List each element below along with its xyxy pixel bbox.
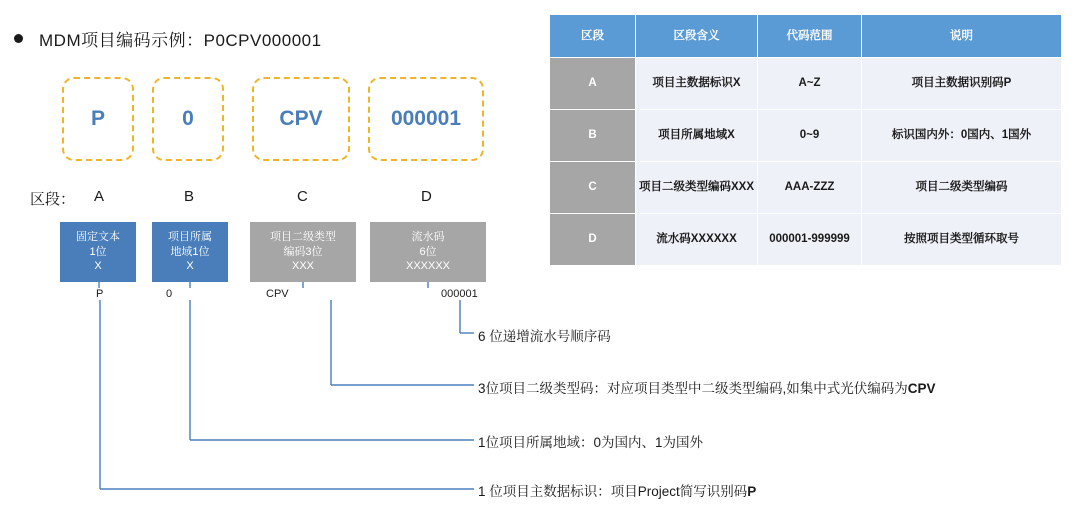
segment-label-d: D [421,188,432,205]
annotation-a-text: 1 位项目主数据标识：项目Project简写识别码 [478,484,748,499]
segment-label-c: C [297,188,308,205]
code-box-c-value: CPV [279,107,323,130]
code-box-b [152,77,224,161]
table-header-segment: 区段 [550,15,636,58]
row-d-meaning: 流水码XXXXXX [636,214,758,266]
row-c-meaning: 项目二级类型编码XXX [636,162,758,214]
definition-box-d-line1: 流水码 [411,230,445,243]
definition-box-b-line3: X [186,260,194,273]
definition-box-d-line3: XXXXXX [405,260,451,273]
annotation-b-text: 1位项目所属地域：0为国内、1为国外 [478,435,704,450]
annotation-c-bold: CPV [907,381,936,396]
annotation-c-text: 3位项目二级类型码：对应项目类型中二级类型编码,如集中式光伏编码为 [478,381,908,396]
definition-box-b-line1: 项目所属 [168,230,212,243]
table-header-range: 代码范围 [758,15,862,58]
row-b-desc: 标识国内外：0国内、1国外 [862,110,1062,162]
definition-box-b [152,222,228,282]
table-row [550,162,1062,214]
annotation-d [478,325,611,345]
definition-box-d-line2: 6位 [419,245,437,258]
row-a-desc: 项目主数据识别码P [862,58,1062,110]
definition-box-c [250,222,356,282]
code-box-d-value: 000001 [390,107,462,130]
code-box-b-value: 0 [182,107,194,130]
row-c-range: AAA-ZZZ [758,162,862,214]
row-a-meaning: 项目主数据标识X [636,58,758,110]
table-header-desc: 说明 [862,15,1062,58]
table-row [550,110,1062,162]
definition-box-a-line2: 1位 [89,245,107,258]
definition-box-c-line3: XXX [291,260,314,273]
table-header-meaning: 区段含义 [636,15,758,58]
row-a-segment: A [550,58,636,110]
value-label-c: CPV [266,288,289,300]
definition-box-c-line2: 编码3位 [283,245,323,258]
definition-box-d [370,222,486,282]
row-b-meaning: 项目所属地域X [636,110,758,162]
row-b-range: 0~9 [758,110,862,162]
row-d-segment: D [550,214,636,266]
table-row [550,58,1062,110]
definition-box-c-line1: 项目二级类型 [270,230,336,243]
row-c-desc: 项目二级类型编码 [862,162,1062,214]
code-box-c [252,77,350,161]
code-structure-table [549,14,1061,266]
definition-box-a [60,222,136,282]
annotation-b [478,431,703,451]
row-c-segment: C [550,162,636,214]
page-title-text: MDM项目编码示例：P0CPV000001 [39,31,322,50]
annotation-c [478,377,936,397]
value-label-d: 000001 [441,288,478,300]
row-d-range: 000001-999999 [758,214,862,266]
value-label-a: P [96,288,104,300]
code-box-d [368,77,484,161]
table-header-row [550,15,1062,58]
definition-box-b-line2: 地域1位 [170,245,210,258]
table-row [550,214,1062,266]
annotation-a-bold: P [747,484,757,499]
segment-label-a: A [94,188,105,205]
row-d-desc: 按照项目类型循环取号 [862,214,1062,266]
definition-box-a-line1: 固定文本 [76,230,120,243]
code-box-a [62,77,134,161]
segment-label-b: B [184,188,195,205]
row-a-range: A~Z [758,58,862,110]
segment-caption: 区段： [30,191,76,208]
annotation-d-text: 6 位递增流水号顺序码 [478,329,611,344]
definition-box-a-line3: X [94,260,102,273]
bullet-icon [14,34,23,43]
value-label-b: 0 [166,288,173,300]
code-box-a-value: P [90,107,105,130]
page-title [14,26,322,51]
row-b-segment: B [550,110,636,162]
annotation-a [478,480,756,500]
